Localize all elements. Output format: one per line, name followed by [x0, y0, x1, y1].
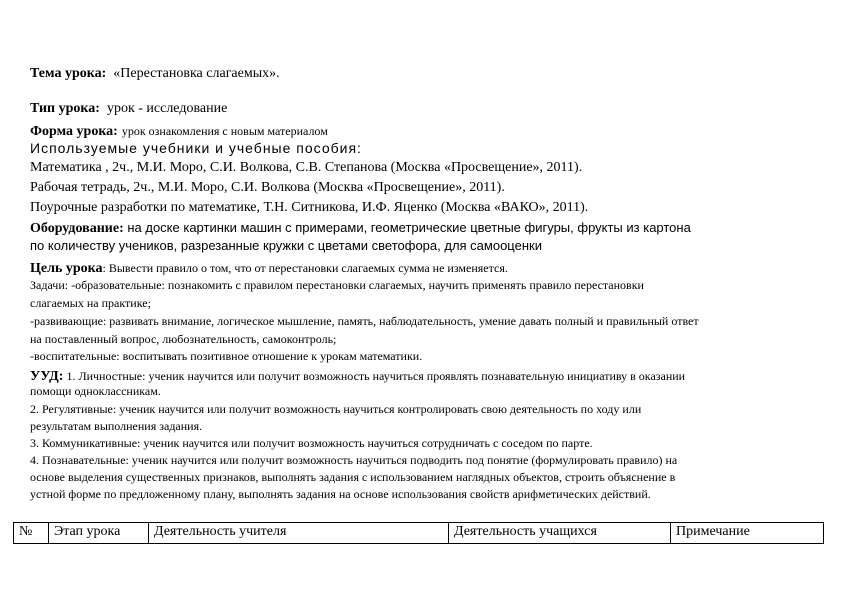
type-line: [30, 101, 227, 117]
equipment-text: на доске картинки машин с примерами, геометрические цветные фигуры, фрукты из картона: [123, 220, 691, 235]
table-header-cell: №: [14, 523, 49, 544]
table-header-cell: Деятельность учителя: [149, 523, 449, 544]
type-label: Тип урока:: [30, 101, 100, 116]
type-value: урок - исследование: [106, 101, 228, 116]
uud-text-line: помощи одноклассникам.: [30, 384, 161, 398]
form-line: [30, 122, 328, 140]
equipment-label: Оборудование:: [30, 221, 124, 236]
topic-line: [30, 66, 280, 82]
table-header-cell: Примечание: [671, 523, 824, 544]
uud-text: 1. Личностные: ученик научится или получит возможность научиться проявлять познавательную инициативу в оказании: [63, 369, 686, 383]
uud-line: [30, 367, 685, 385]
form-value: урок ознакомления с новым материалом: [121, 124, 328, 138]
uud-text-line: 4. Познавательные: ученик научится или получит возможность научиться подводить под понятие (формулировать правило) на: [30, 453, 678, 467]
table-header-cell: Этап урока: [49, 523, 149, 544]
textbook-item: Математика , 2ч., М.И. Моро, С.И. Волкова, С.В. Степанова (Москва «Просвещение», 2011).: [30, 160, 583, 175]
goal-label: Цель урока: [30, 261, 103, 276]
uud-text-line: устной форме по предложенному плану, выполнять задания на основе использования свойств арифметических действий.: [30, 487, 651, 501]
topic-label: Тема урока:: [30, 66, 107, 81]
uud-text-line: результатам выполнения задания.: [30, 419, 203, 433]
uud-text-line: 3. Коммуникативные: ученик научится или получит возможность научиться сотрудничать с соседом по парте.: [30, 436, 593, 450]
uud-label: УУД:: [30, 369, 64, 384]
equipment-text-continued: по количеству учеников, разрезанные кружки с цветами светофора, для самооценки: [30, 238, 542, 253]
table-header-cell: Деятельность учащихся: [449, 523, 671, 544]
topic-value: «Перестановка слагаемых».: [113, 66, 280, 81]
tasks-line: -воспитательные: воспитывать позитивное отношение к урокам математики.: [30, 349, 423, 363]
textbook-item: Рабочая тетрадь, 2ч., М.И. Моро, С.И. Волкова (Москва «Просвещение», 2011).: [30, 180, 505, 195]
goal-line: [30, 259, 508, 277]
textbooks-heading: Используемые учебники и учебные пособия:: [30, 140, 362, 156]
lesson-table: [13, 522, 824, 544]
textbook-item: Поурочные разработки по математике, Т.Н. Ситникова, И.Ф. Яценко (Москва «ВАКО», 2011).: [30, 200, 589, 215]
tasks-line: слагаемых на практике;: [30, 296, 151, 310]
tasks-line: на поставленный вопрос, любознательность, самоконтроль;: [30, 332, 337, 346]
tasks-line: -развивающие: развивать внимание, логическое мышление, память, наблюдательность, умение давать полный и правильный ответ: [30, 314, 699, 328]
uud-text-line: 2. Регулятивные: ученик научится или получит возможность научиться контролировать свою деятельность по ходу или: [30, 402, 642, 416]
equipment-line: [30, 219, 691, 237]
form-label: Форма урока:: [30, 124, 118, 139]
table-header-row: [14, 523, 824, 544]
tasks-line: Задачи: -образовательные: познакомить с правилом перестановки слагаемых, научить применять правило перестановки: [30, 278, 644, 292]
uud-text-line: основе выделения существенных признаков, выполнять задания с использованием наглядных объектов, строить объяснение в: [30, 470, 676, 484]
goal-value: : Вывести правило о том, что от перестановки слагаемых сумма не изменяется.: [102, 261, 508, 275]
